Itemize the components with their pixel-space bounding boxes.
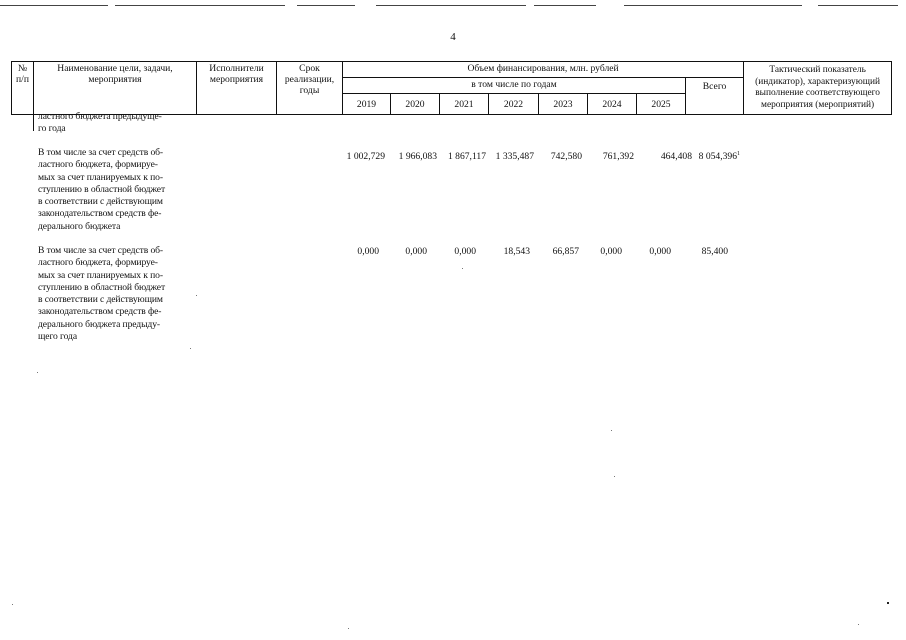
row-1-line: ступлению в областной бюджет — [38, 183, 166, 195]
column-divider — [33, 109, 34, 131]
row-2-value-2024: 0,000 — [600, 246, 622, 257]
row-1-line: дерального бюджета — [38, 220, 121, 232]
row-2-value-2021: 0,000 — [454, 246, 476, 257]
scan-edge-line — [115, 5, 285, 6]
row-2-line: законодательством средств фе- — [38, 306, 162, 318]
col-year-header: 2021 — [440, 94, 489, 115]
row-2-line: дерального бюджета предыду- — [38, 318, 160, 330]
row-2-line: в соответствии с действующим — [38, 294, 163, 306]
row-0-line: го года — [38, 123, 66, 135]
row-2-line: ступлению в областной бюджет — [38, 281, 166, 293]
row-2-line: ластного бюджета, формируе- — [38, 257, 158, 269]
row-1-value-2021: 1 867,117 — [447, 151, 486, 162]
scan-edge-line — [0, 5, 108, 6]
col-number-header: № п/п — [12, 62, 34, 115]
col-year-header: 2024 — [588, 94, 637, 115]
col-year-header: 2019 — [343, 94, 391, 115]
scan-edge-line — [376, 5, 526, 6]
row-1-value-total — [699, 151, 740, 162]
row-0-name — [38, 111, 162, 136]
scan-speck — [462, 268, 463, 269]
col-total-header: Всего — [686, 78, 744, 115]
page-number: 4 — [450, 31, 456, 43]
row-1-line: мых за счет планируемых к по- — [38, 171, 163, 183]
scan-edge-line — [534, 5, 596, 6]
row-2-value-2022: 18,543 — [503, 246, 530, 257]
row-2-name — [38, 245, 165, 343]
scan-edge-line — [818, 5, 898, 6]
col-year-header: 2023 — [539, 94, 588, 115]
row-1-value-2025: 464,408 — [660, 151, 692, 162]
col-year-header: 2020 — [391, 94, 440, 115]
row-1-value-2022: 1 335,487 — [495, 151, 534, 162]
row-2-line: щего года — [38, 331, 77, 343]
col-year-header: 2022 — [489, 94, 539, 115]
scan-speck — [348, 628, 349, 629]
row-2-value-2019: 0,000 — [357, 246, 379, 257]
scan-edge-line — [297, 5, 355, 6]
col-indicator-header: Тактический показатель (индикатор), характеризующий выполнение соответствующего мероприятия (мероприятий) — [744, 62, 892, 115]
table-header — [11, 61, 892, 115]
row-1-line: ластного бюджета, формируе- — [38, 159, 158, 171]
row-1-line: В том числе за счет средств об- — [38, 147, 164, 158]
scan-speck — [37, 372, 38, 373]
col-funding-header: Объем финансирования, млн. рублей — [343, 62, 744, 78]
row-1-value-2024: 761,392 — [602, 151, 634, 162]
row-1-value-2020: 1 966,083 — [398, 151, 437, 162]
scan-speck — [887, 602, 889, 604]
scan-speck — [611, 430, 612, 431]
row-0-line: ластного бюджета предыдуще- — [38, 111, 162, 122]
col-by-years-header: в том числе по годам — [343, 78, 686, 94]
scan-speck — [858, 624, 859, 625]
scan-edge-line — [624, 5, 802, 6]
row-1-value-2019: 1 002,729 — [346, 151, 385, 162]
row-2-value-total — [702, 246, 728, 257]
row-1-name — [38, 147, 165, 233]
row-1-line: законодательством средств фе- — [38, 208, 162, 220]
row-2-value-2025: 0,000 — [649, 246, 671, 257]
row-2-total-value: 85,400 — [701, 246, 728, 257]
col-name-header: Наименование цели, задачи, мероприятия — [34, 62, 197, 115]
scan-speck — [190, 348, 191, 349]
col-year-header: 2025 — [637, 94, 686, 115]
row-1-footnote-mark: 1 — [737, 151, 740, 157]
row-1-value-2023: 742,580 — [550, 151, 582, 162]
col-executors-header: Исполнители мероприятия — [197, 62, 277, 115]
row-2-value-2020: 0,000 — [405, 246, 427, 257]
row-1-line: в соответствии с действующим — [38, 196, 163, 208]
row-2-line: В том числе за счет средств об- — [38, 245, 164, 256]
row-2-value-2023: 66,857 — [552, 246, 579, 257]
scan-speck — [12, 604, 13, 605]
row-1-total-value: 8 054,396 — [698, 151, 737, 163]
scan-speck — [614, 476, 615, 477]
col-term-header: Срок реализации, годы — [277, 62, 343, 115]
row-2-line: мых за счет планируемых к по- — [38, 269, 163, 281]
scan-speck — [196, 295, 197, 296]
